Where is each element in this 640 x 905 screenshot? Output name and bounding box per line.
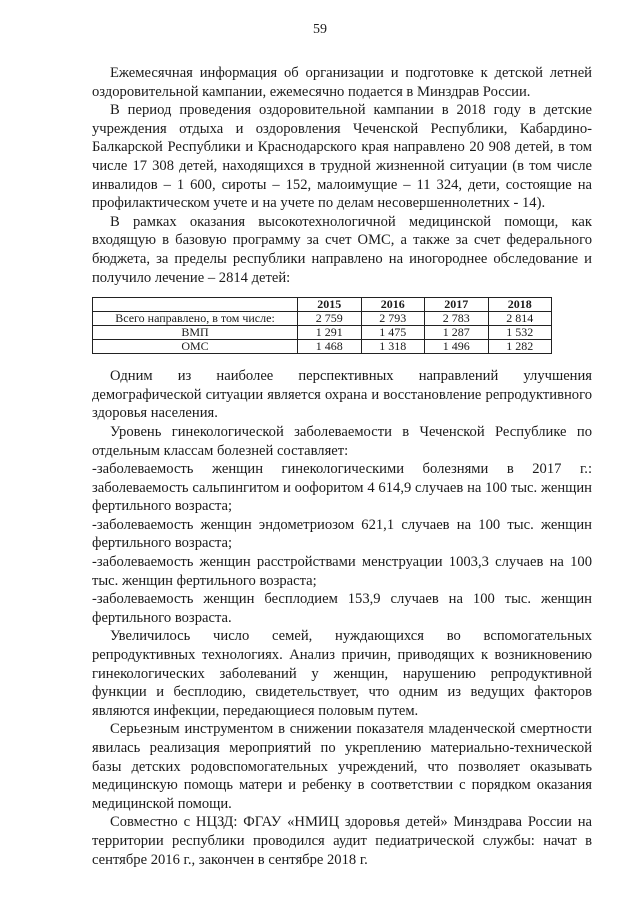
paragraph-infertility: -заболеваемость женщин бесплодием 153,9 случаев на 100 тыс. женщин фертильного возраста. (92, 591, 592, 626)
paragraph-salpingitis: -заболеваемость женщин гинекологическими болезнями в 2017 г.: заболеваемость сальпингитом и оофоритом 4 614,9 случаев на 100 тыс. женщин фертильного возраста; (92, 461, 592, 515)
table-cell: 1 532 (488, 326, 552, 340)
table-cell: 2 759 (298, 312, 362, 326)
table-row-label: ОМС (93, 340, 298, 354)
table-header-row (93, 298, 552, 312)
paragraph-menstrual: -заболеваемость женщин расстройствами менструации 1003,3 случаев на 100 тыс. женщин фертильного возраста; (92, 554, 592, 589)
paragraph-gyn-level: Уровень гинекологической заболеваемости в Чеченской Республике по отдельным классам болезней составляет: (92, 423, 592, 459)
paragraph-reproductive-tech: Увеличилось число семей, нуждающихся во вспомогательных репродуктивных технологиях. Анализ причин, приводящих к возникновению гинекологических заболеваний у женщин, нарушению репродуктивной функции и бесплодию, свидетельствует, что одним из ведущих факторов являются инфекции, передающиеся половым путем. (92, 628, 592, 719)
table-row (93, 326, 552, 340)
paragraph-endometriosis: -заболеваемость женщин эндометриозом 621,1 случаев на 100 тыс. женщин фертильного возраста; (92, 516, 592, 552)
page-number: 59 (313, 22, 327, 37)
table-cell: 2 793 (361, 312, 425, 326)
table-header-cell: 2016 (361, 298, 425, 312)
paragraph-high-tech-care: В рамках оказания высокотехнологичной медицинской помощи, как входящую в базовую программу за счет ОМС, а также за счет федерального бюджета, за пределы республики направлено на иногороднее обследование и получило лечение – 2814 детей: (92, 213, 592, 286)
paragraph-monthly-info: Ежемесячная информация об организации и подготовке к детской летней оздоровительной кампании, ежемесячно подается в Минздрав России. (92, 65, 592, 100)
table-cell: 1 468 (298, 340, 362, 354)
table-row (93, 340, 552, 354)
table-cell: 1 496 (425, 340, 489, 354)
table-cell: 1 475 (361, 326, 425, 340)
paragraph-demography: Одним из наиболее перспективных направлений улучшения демографической ситуации является охрана и восстановление репродуктивного здоровья населения. (92, 368, 592, 422)
table-cell: 1 318 (361, 340, 425, 354)
table-cell: 2 814 (488, 312, 552, 326)
table-row-label: ВМП (93, 326, 298, 340)
table-header-cell: 2015 (298, 298, 362, 312)
paragraph-pediatric-audit: Совместно с НЦЗД: ФГАУ «НМИЦ здоровья детей» Минздрава России на территории республики проводился аудит педиатрической службы: начат в сентябре 2016 г., закончен в сентябре 2018 г. (92, 814, 592, 868)
table-row-label: Всего направлено, в том числе: (93, 312, 298, 326)
table-row (93, 312, 552, 326)
table-cell: 1 291 (298, 326, 362, 340)
table-wrapper (92, 297, 592, 367)
table-cell: 1 282 (488, 340, 552, 354)
table-header-cell (93, 298, 298, 312)
table-header-cell: 2017 (425, 298, 489, 312)
paragraph-health-campaign: В период проведения оздоровительной кампании в 2018 году в детские учреждения отдыха и оздоровления Чеченской Республики, Кабардино-Балкарской Республики и Краснодарского края направлено 20 908 детей, в том числе 17 308 детей, находящихся в трудной жизненной ситуации (в том числе инвалидов – 1 600, сироты – 152, малоимущие – 11 324, дети, состоящие на профилактическом учете и на учете по делам несовершеннолетних - 14). (92, 102, 592, 212)
table-cell: 2 783 (425, 312, 489, 326)
body-text (92, 64, 592, 869)
table-cell: 1 287 (425, 326, 489, 340)
table-header-cell: 2018 (488, 298, 552, 312)
paragraph-infant-mortality: Серьезным инструментом в снижении показателя младенческой смертности явилась реализация мероприятий по укреплению материально-технической базы детских родовспомогательных учреждений, что позволяет оказывать медицинскую помощь матери и ребенку в соответствии с порядком оказания медицинской помощи. (92, 721, 592, 812)
referrals-table (92, 297, 552, 354)
